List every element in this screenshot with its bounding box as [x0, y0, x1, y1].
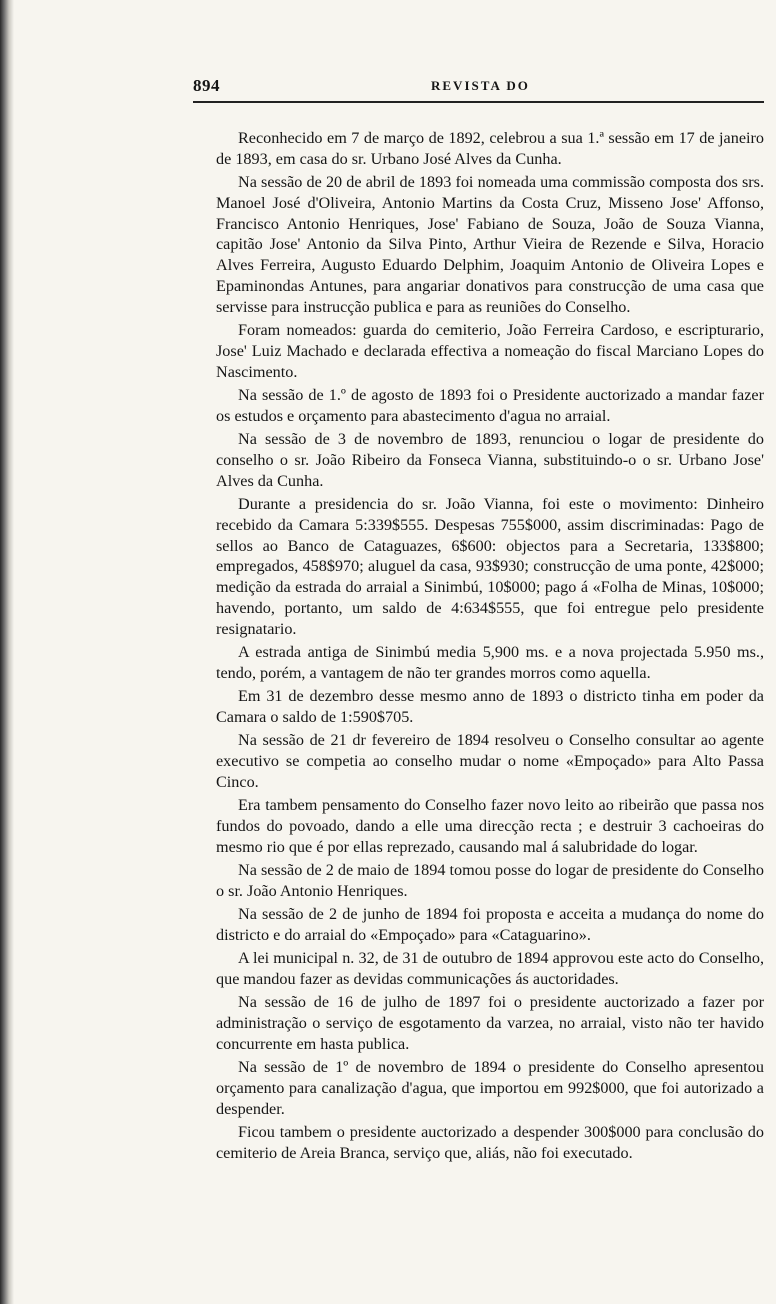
paragraph: Na sessão de 1º de novembro de 1894 o presidente do Conselho apresentou orçamento para canalização d'agua, que importou em 992$000, que foi autorizado a despender. — [216, 1058, 764, 1118]
paragraph: Era tambem pensamento do Conselho fazer novo leito ao ribeirão que passa nos fundos do povoado, dando a elle uma direcção recta ; e destruir 3 cachoeiras do mesmo rio que é por ellas reprezado, causando mal á salubridade do logar. — [216, 796, 764, 856]
paragraph: Durante a presidencia do sr. João Vianna, foi este o movimento: Dinheiro recebido da Camara 5:339$555. Despesas 755$000, assim discriminadas: Pago de sellos ao Banco de Cataguazes, 6$600: objectos para a Secretaria, 133$800; empregados, 458$970; aluguel da casa, 93$930; construcção de uma ponte, 42$000; medição da estrada do arraial a Sinimbú, 10$000; pago á «Folha de Minas, 10$000; havendo, portanto, um saldo de 4:634$555, que foi entregue pelo presidente resignatario. — [216, 495, 764, 638]
page-header — [193, 76, 765, 98]
paragraph: Foram nomeados: guarda do cemiterio, João Ferreira Cardoso, e escripturario, Jose' Luiz Machado e declarada effectiva a nomeação do fiscal Marciano Lopes do Nascimento. — [216, 321, 764, 381]
paragraph: Na sessão de 2 de junho de 1894 foi proposta e acceita a mudança do nome do districto e do arraial do «Empoçado» para «Cataguarino». — [216, 905, 764, 944]
body-text — [216, 128, 764, 1166]
paragraph: Na sessão de 20 de abril de 1893 foi nomeada uma commissão composta dos srs. Manoel José d'Oliveira, Antonio Martins da Costa Cruz, Misseno Jose' Affonso, Francisco Antonio Henriques, Jose' Fabiano de Souza, João de Souza Vianna, capitão Jose' Antonio da Silva Pinto, Arthur Vieira de Rezende e Silva, Horacio Alves Ferreira, Augusto Eduardo Delphim, Joaquim Antonio de Oliveira Lopes e Epaminondas Antunes, para angariar donativos para construcção de uma casa que servisse para instrucção publica e para as reuniões do Conselho. — [216, 173, 764, 316]
paragraph: A estrada antiga de Sinimbú media 5,900 ms. e a nova projectada 5.950 ms., tendo, porém, a vantagem de não ter grandes morros como aquella. — [216, 643, 764, 682]
page-number: 894 — [193, 76, 220, 95]
paragraph: Na sessão de 1.º de agosto de 1893 foi o Presidente auctorizado a mandar fazer os estudos e orçamento para abastecimento d'agua no arraial. — [216, 386, 764, 425]
paragraph: Na sessão de 21 dr fevereiro de 1894 resolveu o Conselho consultar ao agente executivo se competia ao conselho mudar o nome «Empoçado» para Alto Passa Cinco. — [216, 731, 764, 791]
paragraph: A lei municipal n. 32, de 31 de outubro de 1894 approvou este acto do Conselho, que mandou fazer as devidas communicações ás auctoridades. — [216, 949, 764, 989]
paragraph: Na sessão de 3 de novembro de 1893, renunciou o logar de presidente do conselho o sr. João Ribeiro da Fonseca Vianna, substituindo-o o sr. Urbano Jose' Alves da Cunha. — [216, 430, 764, 490]
running-title: REVISTA DO — [431, 78, 530, 93]
paragraph: Na sessão de 16 de julho de 1897 foi o presidente auctorizado a fazer por administração o serviço de esgotamento da varzea, no arraial, visto não ter havido concurrente em hasta publica. — [216, 993, 764, 1053]
book-spine-shadow — [0, 0, 14, 1304]
paragraph: Reconhecido em 7 de março de 1892, celebrou a sua 1.ª sessão em 17 de janeiro de 1893, em casa do sr. Urbano José Alves da Cunha. — [216, 129, 764, 168]
paragraph: Na sessão de 2 de maio de 1894 tomou posse do logar de presidente do Conselho o sr. João Antonio Henriques. — [216, 861, 764, 900]
header-rule — [193, 101, 764, 103]
paragraph: Em 31 de dezembro desse mesmo anno de 1893 o districto tinha em poder da Camara o saldo de 1:590$705. — [216, 687, 764, 727]
paragraph: Ficou tambem o presidente auctorizado a despender 300$000 para conclusão do cemiterio de Areia Branca, serviço que, aliás, não foi executado. — [216, 1123, 764, 1162]
